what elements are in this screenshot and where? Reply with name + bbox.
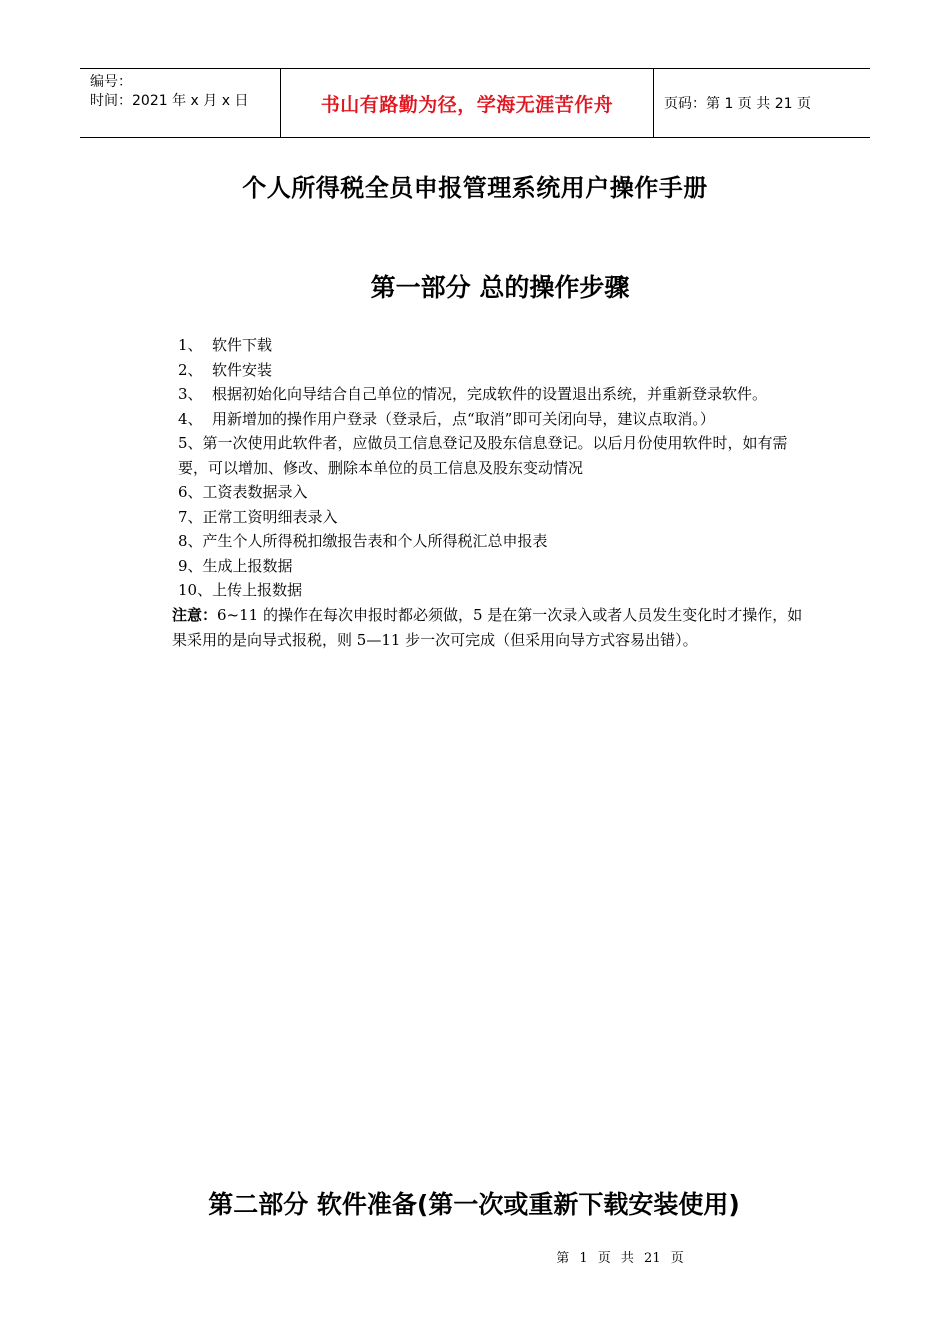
list-item xyxy=(172,480,812,505)
list-item xyxy=(172,358,812,383)
step-text: 用新增加的操作用户登录（登录后，点“取消”即可关闭向导，建议点取消。） xyxy=(212,409,715,428)
step-number: 2、 xyxy=(178,360,203,379)
note-paragraph xyxy=(172,603,812,653)
step-number: 4、 xyxy=(178,409,203,428)
document-title: 个人所得税全员申报管理系统用户操作手册 xyxy=(242,174,708,202)
part2-title: 第二部分 软件准备(第一次或重新下载安装使用) xyxy=(208,1190,740,1219)
page-header xyxy=(80,68,870,138)
step-number: 3、 xyxy=(178,385,203,403)
step-text: 第一次使用此软件者，应做员工信息登记及股东信息登记。以后月份使用软件时，如有需要，可以增加、修改、删除本单位的员工信息及股东变动情况 xyxy=(178,434,788,477)
list-item xyxy=(172,554,812,579)
page-footer: 第 1 页 共 21 页 xyxy=(556,1251,684,1266)
list-item xyxy=(172,431,812,480)
list-item xyxy=(172,578,812,603)
step-text: 软件下载 xyxy=(212,336,273,354)
note-text: 6~11 的操作在每次申报时都必须做，5 是在第一次录入或者人员发生变化时才操作，如果采用的是向导式报税，则 5—11 步一次可完成（但采用向导方式容易出错）。 xyxy=(172,605,803,649)
list-item xyxy=(172,529,812,554)
list-item xyxy=(172,505,812,530)
step-text: 正常工资明细表录入 xyxy=(202,507,338,526)
header-page-info: 页码：第 1 页 共 21 页 xyxy=(664,96,811,112)
list-item xyxy=(172,333,812,358)
step-number: 10、 xyxy=(178,581,213,599)
part1-title: 第一部分 总的操作步骤 xyxy=(370,273,630,302)
step-text: 产生个人所得税扣缴报告表和个人所得税汇总申报表 xyxy=(202,532,548,550)
date-line: 时间：2021 年 x 月 x 日 xyxy=(90,93,249,109)
header-meta xyxy=(80,69,281,137)
step-number: 6、 xyxy=(178,483,203,501)
step-number: 1、 xyxy=(178,336,203,354)
header-motto: 书山有路勤为径，学海无涯苦作舟 xyxy=(281,69,654,137)
number-label: 编号： xyxy=(90,74,132,90)
step-text: 上传上报数据 xyxy=(212,581,303,599)
steps-list xyxy=(172,333,812,653)
step-number: 5、 xyxy=(178,434,203,452)
step-text: 生成上报数据 xyxy=(202,556,293,575)
step-text: 软件安装 xyxy=(212,360,273,379)
step-number: 9、 xyxy=(178,556,203,575)
step-number: 7、 xyxy=(178,507,203,526)
note-label: 注意： xyxy=(172,605,218,624)
list-item xyxy=(172,382,812,407)
list-item xyxy=(172,407,812,432)
step-text: 工资表数据录入 xyxy=(202,483,308,501)
step-text: 根据初始化向导结合自己单位的情况，完成软件的设置退出系统，并重新登录软件。 xyxy=(212,385,768,403)
step-number: 8、 xyxy=(178,532,203,550)
